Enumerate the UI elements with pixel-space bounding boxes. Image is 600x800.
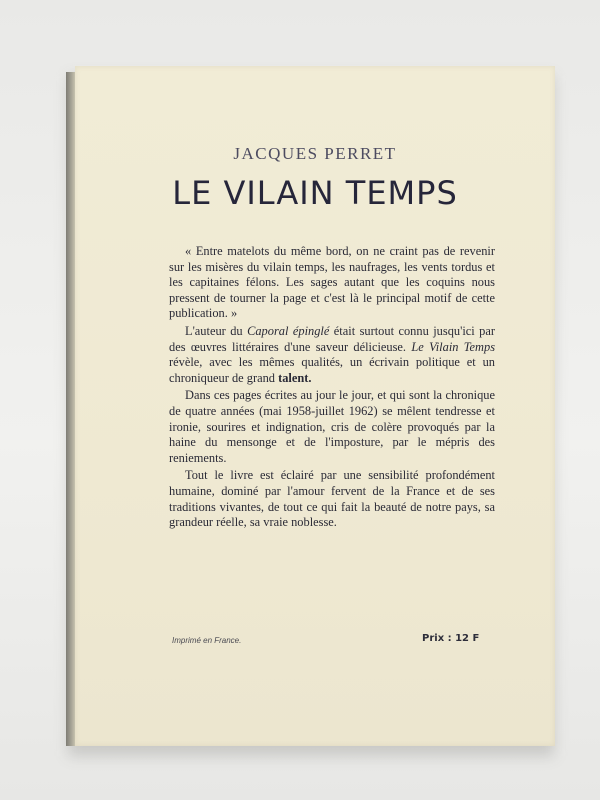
blurb-paragraph-author <box>169 324 495 386</box>
blurb-paragraph-quote: « Entre matelots du même bord, on ne craint pas de revenir sur les misères du vilain temps, les naufrages, les vents tordus et les capitaines félons. Les sages autant que les coquins nous pressent de tourner la page et c'est là le principal motif de cette publication. » <box>169 244 495 321</box>
blurb-paragraph-chronicle: Dans ces pages écrites au jour le jour, et qui sont la chronique de quatre années (mai 1958-juillet 1962) se mêlent tendresse et ironie, sourires et indignation, cris de colère provoqués par la haine du mensonge et de l'imposture, par le mépris des reniements. <box>169 388 495 465</box>
price-label: Prix : 12 F <box>422 633 480 644</box>
printed-in-france: Imprimé en France. <box>172 636 242 645</box>
blurb-title-vilain-temps: Le Vilain Temps <box>411 339 496 354</box>
blurb-text: révèle, avec les mêmes qualités, un écrivain politique et un chroniqueur de grand <box>169 355 495 385</box>
blurb-talent: talent. <box>278 370 312 385</box>
book-title: LE VILAIN TEMPS <box>172 174 458 212</box>
blurb-title-caporal: Caporal épinglé <box>247 323 330 338</box>
blurb-text: était surtout connu jusqu'ici par des œuvres littéraires d'une saveur délicieuse. <box>169 323 495 354</box>
book-back-cover <box>75 66 555 746</box>
author-name: JACQUES PERRET <box>233 144 397 163</box>
blurb-text: L'auteur du <box>185 323 248 338</box>
blurb <box>169 244 495 533</box>
blurb-paragraph-closing: Tout le livre est éclairé par une sensibilité profondément humaine, dominé par l'amour fervent de la France et de ses traditions vivantes, de tout ce qui fait la beauté de notre pays, sa grandeur réelle, sa vraie noblesse. <box>169 468 495 530</box>
